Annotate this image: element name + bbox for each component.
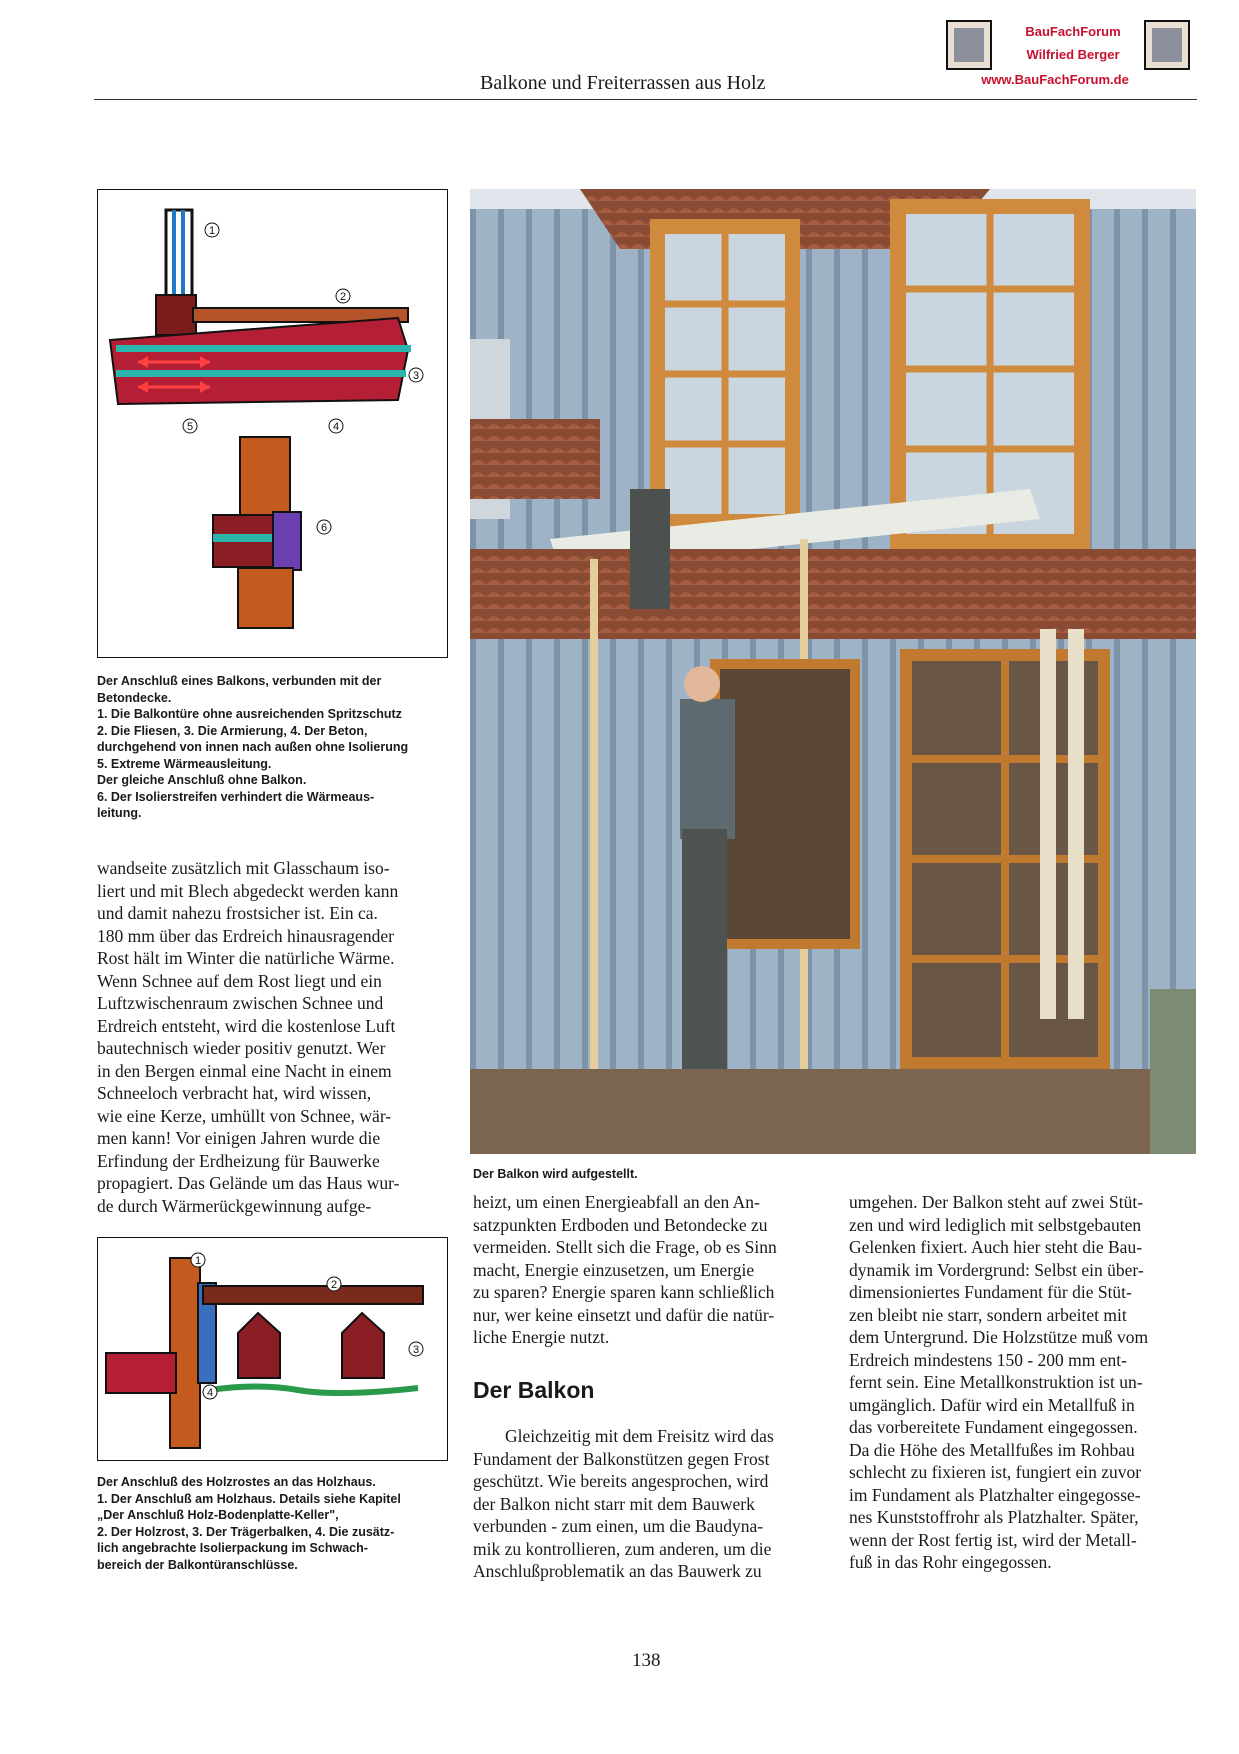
figure1-marker: 2	[339, 291, 347, 303]
figure1-marker: 4	[332, 421, 340, 433]
logo-line1: BauFachForum	[1025, 24, 1121, 39]
house-facade-photo	[470, 189, 1196, 1154]
section-heading: Der Balkon	[473, 1377, 595, 1403]
figure2-caption: Der Anschluß des Holzrostes an das Holzhaus. 1. Der Anschluß am Holzhaus. Details siehe Kapitel „Der Anschluß Holz-Bodenplatte-Keller", 2. Der Holzrost, 3. Der Trägerbalken, 4. Die zusätz- lich angebrachte Isolierpackung im Schwach- bereich der Balkontüranschlüsse.	[97, 1475, 401, 1572]
logo-right-image-icon	[1144, 20, 1190, 70]
figure2-marker: 2	[330, 1279, 338, 1291]
body-text-column-2-bottom: Gleichzeitig mit dem Freisitz wird das Fundament der Balkonstützen gegen Frost geschützt. Wie bereits angesprochen, wird der Balkon nicht starr mit dem Bauwerk verbunden - zum einen, um die Baudyna- mik zu kontrollieren, zum anderen, um die Anschlußproblematik an das Bauwerk zu	[473, 1426, 774, 1581]
figure-wooden-grate-connection	[97, 1237, 448, 1461]
wooden-grate-sketch	[98, 1238, 447, 1460]
figure1-marker: 1	[208, 225, 216, 237]
figure1-marker: 6	[320, 522, 328, 534]
figure1-caption: Der Anschluß eines Balkons, verbunden mit der Betondecke. 1. Die Balkontüre ohne ausreichenden Spritzschutz 2. Die Fliesen, 3. Die Armierung, 4. Der Beton, durchgehend von innen nach außen ohne Isolierung 5. Extreme Wärmeausleitung. Der gleiche Anschluß ohne Balkon. 6. Der Isolierstreifen verhindert die Wärmeaus- leitung.	[97, 674, 409, 820]
body-text-column-2-top: heizt, um einen Energieabfall an den An- satzpunkten Erdboden und Betondecke zu vermeiden. Stellt sich die Frage, ob es Sinn macht, Energie einzusetzen, um Energie zu sparen? Energie sparen kann schließlich nur, wer keine einsetzt und dafür die natür- liche Energie nutzt.	[473, 1192, 777, 1347]
figure2-marker: 1	[194, 1255, 202, 1267]
balcony-construction-photo	[470, 189, 1196, 1154]
running-header: Balkone und Freiterrassen aus Holz	[480, 72, 766, 94]
figure2-marker: 4	[206, 1387, 214, 1399]
body-text-column-3: umgehen. Der Balkon steht auf zwei Stüt- zen und wird lediglich mit selbstgebauten Gelenken fixiert. Auch hier steht die Bau- dynamik im Vordergrund: Selbst ein über- dimensioniertes Fundament für die Stüt- zen bleibt nie starr, sondern arbeitet mit dem Untergrund. Die Holzstütze muß vom Erdreich mindestens 150 - 200 mm ent- fernt sein. Eine Metallkonstruktion ist un- umgänglich. Dafür wird ein Metallfuß in das vorbereitete Fundament eingegossen. Da die Höhe des Metallfußes im Rohbau schlecht zu fixieren ist, fungiert ein zuvor im Fundament als Platzhalter eingegosse- nes Kunststoffrohr als Platzhalter. Später, wenn der Rost fertig ist, wird der Metall- fuß in das Rohr eingegossen.	[849, 1192, 1149, 1572]
logo-url: www.BauFachForum.de	[981, 72, 1129, 87]
figure1-marker: 5	[186, 421, 194, 433]
logo-line2: Wilfried Berger	[1026, 47, 1120, 62]
body-text-column-1: wandseite zusätzlich mit Glasschaum iso- liert und mit Blech abgedeckt werden kann und damit nahezu frostsicher ist. Ein ca. 180 mm über das Erdreich hinausragender Rost hält im Winter die natürliche Wärme. Wenn Schnee auf dem Rost liegt und ein Luftzwischenraum zwischen Schnee und Erdreich entsteht, wird die kostenlose Luft bautechnisch wieder positiv genutzt. Wer in den Bergen einmal eine Nacht in einem Schneeloch verbracht hat, wird wissen, wie eine Kerze, umhüllt von Schnee, wär- men kann! Vor einigen Jahren wurde die Erfindung der Erdheizung für Bauwerke propagiert. Das Gelände um das Haus wur- de durch Wärmerückgewinnung aufge-	[97, 858, 400, 1216]
photo-caption: Der Balkon wird aufgestellt.	[473, 1167, 638, 1181]
figure2-marker: 3	[412, 1344, 420, 1356]
figure-balcony-concrete-connection	[97, 189, 448, 658]
logo-left-image-icon	[946, 20, 992, 70]
page-number: 138	[632, 1650, 661, 1671]
header-rule	[94, 99, 1197, 100]
logo	[946, 20, 1196, 90]
figure1-marker: 3	[412, 370, 420, 382]
balcony-concrete-sketch	[98, 190, 447, 657]
